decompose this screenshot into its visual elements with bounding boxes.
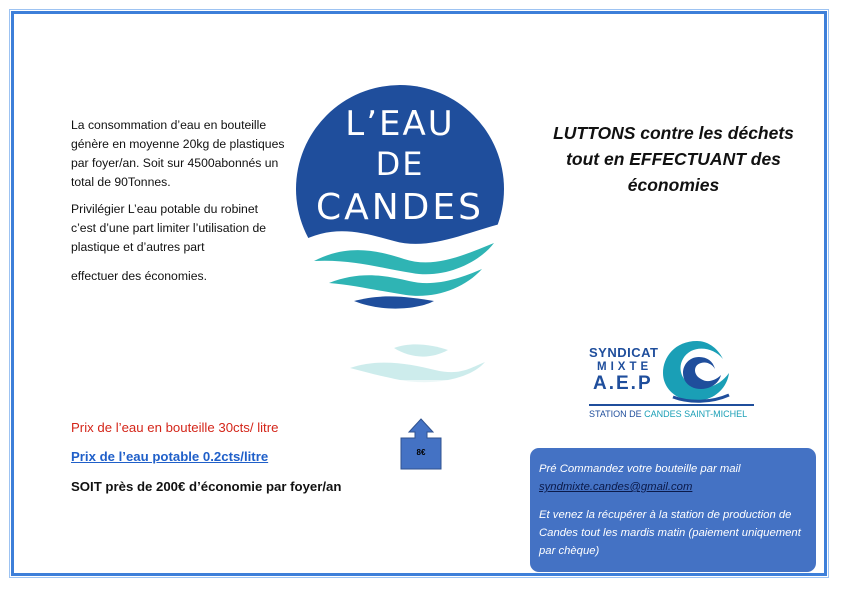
order-line-1: Pré Commandez votre bouteille par mail [539, 463, 741, 475]
logo-line-2: DE [375, 145, 425, 183]
savings-text: SOIT près de 200€ d’économie par foyer/an [71, 479, 342, 494]
syndicat-line-1: SYNDICAT [589, 345, 659, 360]
eau-de-candes-logo [294, 83, 506, 315]
syndicat-logo [589, 337, 769, 427]
order-box [530, 448, 816, 572]
up-arrow-icon [400, 418, 442, 470]
intro-paragraph-2: Privilégier L’eau potable du robinet c’est d’une part limiter l’utilisation de plastique et d’autres part [71, 202, 267, 254]
tagline-line-1: LUTTONS contre les déchets [553, 123, 794, 143]
intro-text [71, 116, 286, 294]
syndicat-swirl-icon [659, 337, 735, 405]
syndicat-station-name: CANDES SAINT-MICHEL [644, 409, 748, 419]
logo-reflection [310, 320, 495, 400]
logo-line-3: CANDES [315, 187, 485, 228]
tagline [541, 120, 806, 198]
order-line-2: Et venez la récupérer à la station de production de Candes tout les mardis matin (paiement uniquement par chèque) [539, 509, 801, 557]
order-email-link[interactable]: syndmixte.candes@gmail.com [539, 481, 693, 493]
tagline-line-2: tout en EFFECTUANT des [566, 149, 781, 169]
syndicat-line-2: MIXTE [597, 361, 653, 373]
syndicat-station-prefix: STATION DE [589, 409, 645, 419]
syndicat-station [589, 409, 747, 419]
arrow-badge-label: 8€ [416, 448, 426, 457]
logo-line-1: L’EAU [345, 104, 455, 144]
bottle-price: Prix de l’eau en bouteille 30cts/ litre [71, 420, 279, 435]
tap-price: Prix de l’eau potable 0.2cts/litre [71, 449, 269, 464]
intro-paragraph-1: La consommation d’eau en bouteille génère en moyenne 20kg de plastiques par foyer/an. Soit sur 4500abonnés un total de 90Tonnes. [71, 118, 285, 189]
intro-paragraph-3: effectuer des économies. [71, 269, 207, 283]
tagline-line-3: économies [627, 175, 720, 195]
syndicat-line-3: A.E.P [593, 373, 653, 394]
